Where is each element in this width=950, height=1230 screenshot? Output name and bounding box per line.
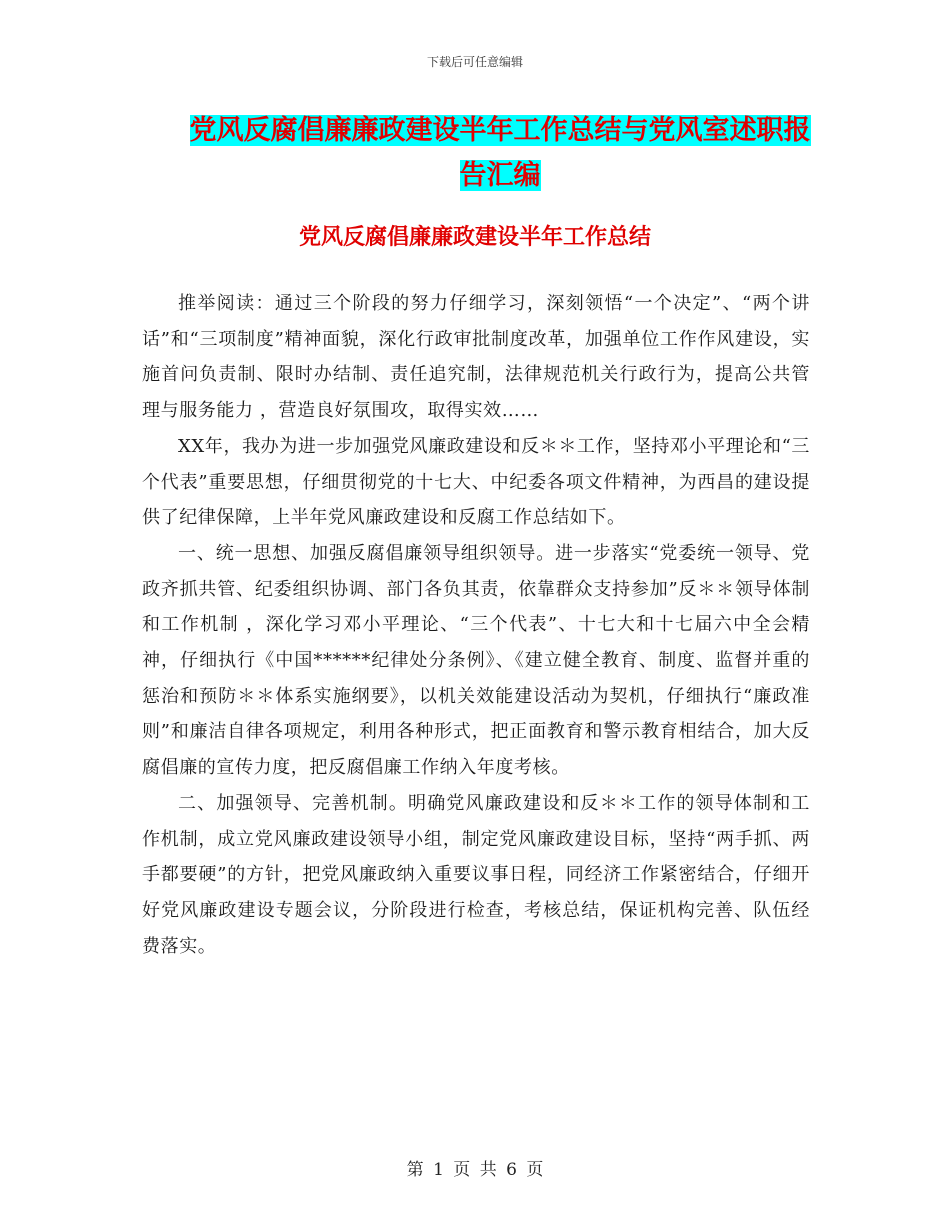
paragraph-section-one: 一、统一思想、加强反腐倡廉领导组织领导。进一步落实“党委统一领导、党政齐抓共管、纪委组织协调、部门各负其责，依靠群众支持参加”反＊＊领导体制和工作机制 ，深化学习邓小平理论、“三个代表”、十七大和十七届六中全会精神，仔细执行《中国******纪律处分条例》、《建立健全教育、制度、监督并重的惩治和预防＊＊体系实施纲要》，以机关效能建设活动为契机，仔细执行“廉政准则”和廉洁自律各项规定，利用各种形式，把正面教育和警示教育相结合，加大反腐倡廉的宣传力度，把反腐倡廉工作纳入年度考核。: [142, 542, 810, 779]
paragraph-recommended-reading: 推举阅读：通过三个阶段的努力仔细学习，深刻领悟“一个决定”、“两个讲话”和“三项制度”精神面貌，深化行政审批制度改革，加强单位工作作风建设，实施首问负责制、限时办结制、责任追究制，法律规范机关行政行为，提高公共管理与服务能力 ，营造良好氛围攻，取得实效……: [142, 293, 810, 422]
paragraph-section-two: 二、加强领导、完善机制。明确党风廉政建设和反＊＊工作的领导体制和工作机制，成立党风廉政建设领导小组，制定党风廉政建设目标，坚持“两手抓、两手都要硬”的方针，把党风廉政纳入重要议事日程，同经济工作紧密结合，仔细开好党风廉政建设专题会议，分阶段进行检查，考核总结，保证机构完善、队伍经费落实。: [142, 792, 810, 957]
header-note: 下载后可任意编辑: [426, 55, 523, 69]
page-number: 第 1 页 共 6 页: [406, 1160, 544, 1180]
title-line-1: 党风反腐倡廉廉政建设半年工作总结与党风室述职报: [189, 115, 811, 146]
document-title: [140, 108, 860, 198]
section-title: 党风反腐倡廉廉政建设半年工作总结: [298, 224, 651, 250]
body-text: [142, 286, 810, 964]
title-line-2: 告汇编: [459, 160, 541, 191]
paragraph-intro: XX年，我办为进一步加强党风廉政建设和反＊＊工作，坚持邓小平理论和“三个代表”重要思想，仔细贯彻党的十七大、中纪委各项文件精神，为西昌的建设提供了纪律保障，上半年党风廉政建设和反腐工作总结如下。: [142, 435, 810, 529]
